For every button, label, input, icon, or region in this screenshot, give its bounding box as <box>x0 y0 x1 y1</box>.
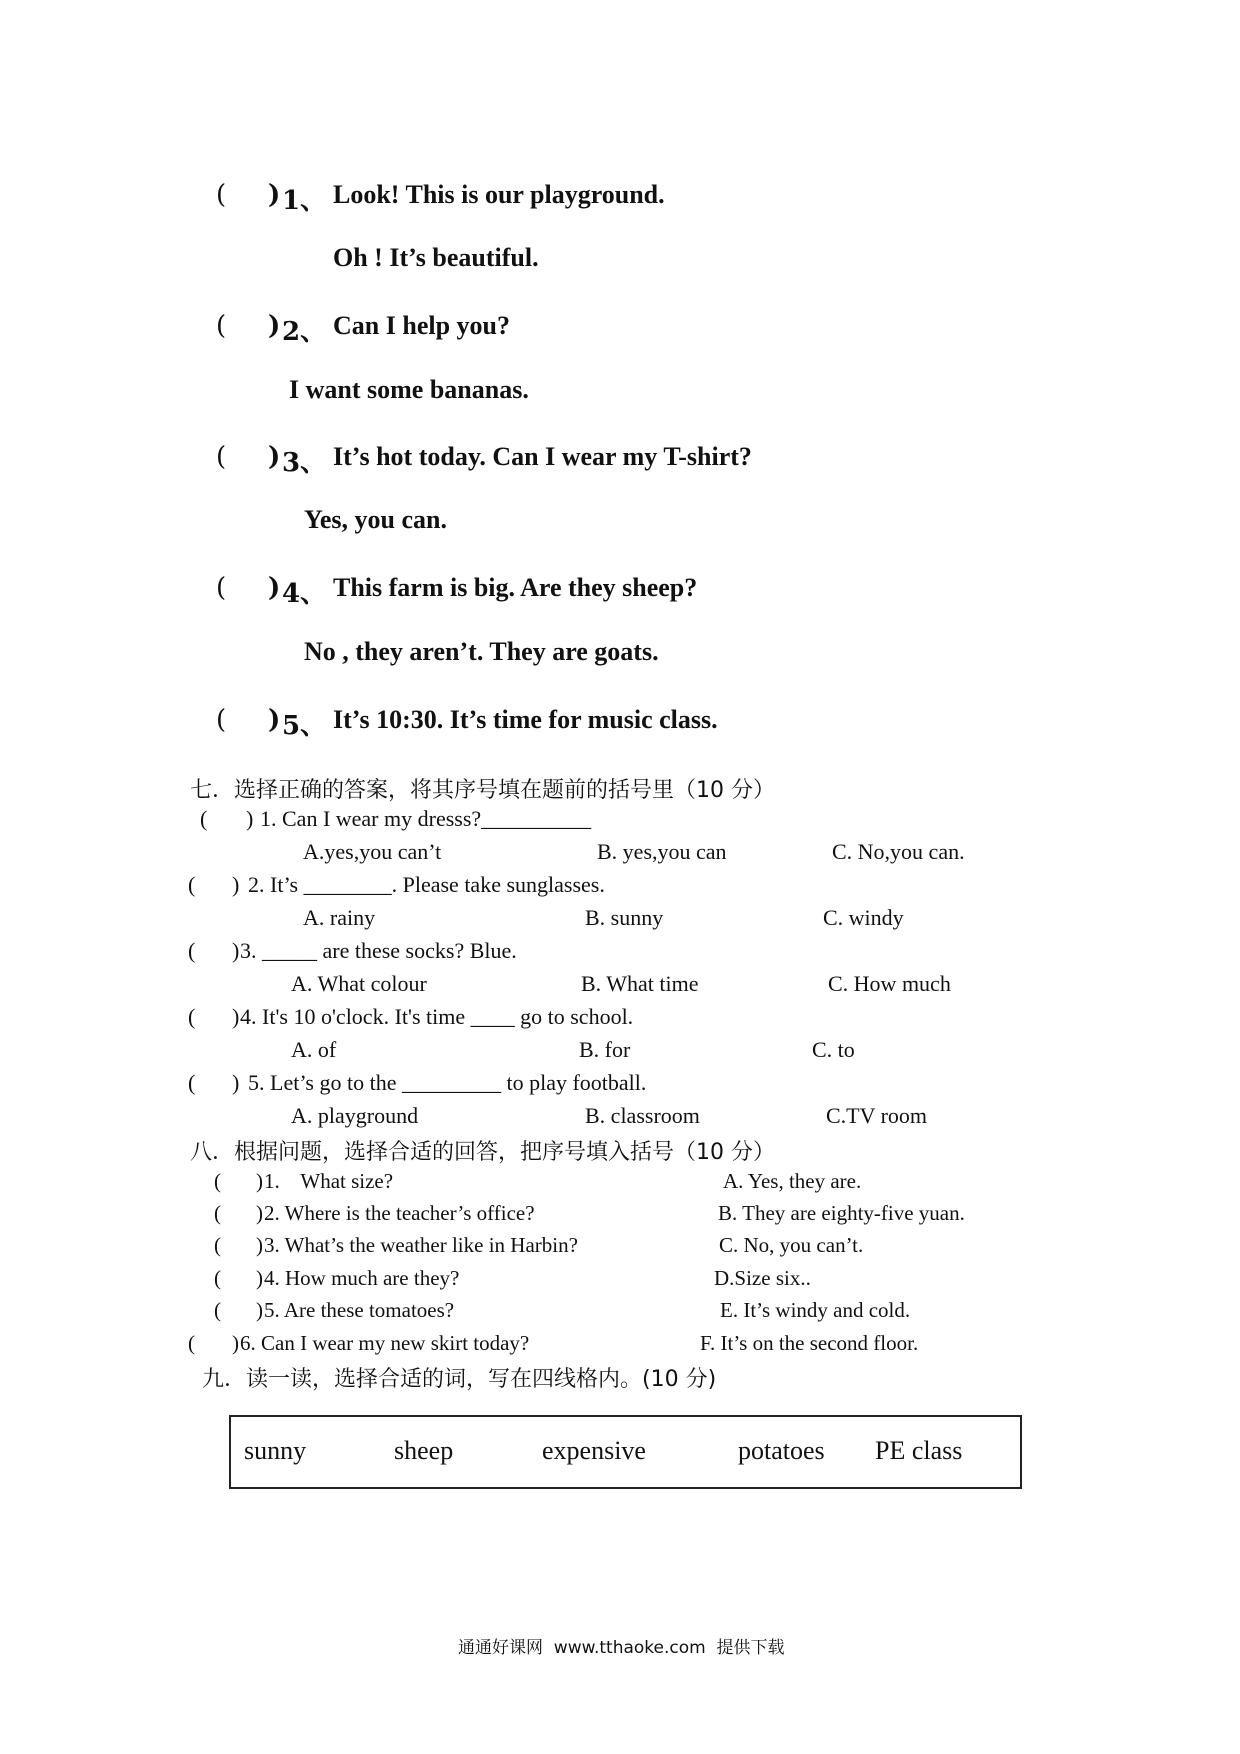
option-c: C. windy <box>823 905 904 930</box>
question-stem: 3. _____ are these socks? Blue. <box>240 938 517 963</box>
option-c: C. No,you can. <box>832 839 965 864</box>
answer-paren-open: ( <box>214 1298 221 1322</box>
answer-paren-close: ) <box>256 1266 263 1290</box>
word-bank-item: PE class <box>875 1436 963 1465</box>
match-question: 3. What’s the weather like in Harbin? <box>264 1233 578 1257</box>
answer-paren-open: ( <box>188 872 196 897</box>
question-number: 3、 <box>282 448 327 478</box>
question-number: 4、 <box>282 579 327 609</box>
match-answer: D.Size six.. <box>714 1266 811 1290</box>
answer-paren-close: ) <box>268 311 281 341</box>
option-b: B. sunny <box>585 905 664 930</box>
answer-paren-close: ) <box>268 442 281 472</box>
answer-paren-close: ) <box>268 573 281 603</box>
answer-paren-open: ( <box>216 311 227 341</box>
option-b: B. classroom <box>585 1103 700 1128</box>
answer-paren-close: ) <box>256 1169 263 1193</box>
answer-paren-open: ( <box>200 806 208 831</box>
match-answer: A. Yes, they are. <box>723 1169 862 1193</box>
match-question: 6. Can I wear my new skirt today? <box>240 1331 530 1355</box>
word-bank-item: sunny <box>244 1436 307 1465</box>
answer-paren-close: ) <box>246 806 254 831</box>
option-a: A. of <box>291 1037 337 1062</box>
match-question: 2. Where is the teacher’s office? <box>264 1201 535 1225</box>
answer-paren-open: ( <box>216 180 227 210</box>
answer-paren-open: ( <box>214 1233 221 1257</box>
dialogue-line: It’s hot today. Can I wear my T-shirt? <box>333 442 752 471</box>
section-heading: 八．根据问题，选择合适的回答，把序号填入括号（10 分） <box>190 1140 775 1165</box>
answer-paren-open: ( <box>214 1266 221 1290</box>
section-heading: 九．读一读，选择合适的词，写在四线格内。(10 分) <box>202 1367 717 1392</box>
question-stem: 5. Let’s go to the _________ to play football. <box>248 1070 647 1095</box>
match-answer: F. It’s on the second floor. <box>700 1331 919 1355</box>
answer-paren-close: ) <box>256 1298 263 1322</box>
question-stem: 4. It's 10 o'clock. It's time ____ go to school. <box>240 1004 634 1029</box>
match-answer: B. They are eighty-five yuan. <box>718 1201 965 1225</box>
dialogue-reply: Oh ! It’s beautiful. <box>333 243 539 272</box>
question-number: 1、 <box>282 186 327 216</box>
answer-paren-close: ) <box>256 1233 263 1257</box>
dialogue-reply: Yes, you can. <box>304 505 448 534</box>
option-a: A. What colour <box>291 971 427 996</box>
dialogue-reply: No , they aren’t. They are goats. <box>304 637 659 666</box>
option-c: C. How much <box>828 971 951 996</box>
answer-paren-close: ) <box>232 1070 240 1095</box>
question-stem: 2. It’s ________. Please take sunglasses. <box>248 872 605 897</box>
answer-paren-open: ( <box>214 1169 221 1193</box>
dialogue-line: Can I help you? <box>333 311 510 340</box>
answer-paren-open: ( <box>216 705 227 735</box>
answer-paren-close: ) <box>232 1004 240 1029</box>
answer-paren-open: ( <box>188 1331 195 1355</box>
option-a: A. rainy <box>303 905 376 930</box>
dialogue-line: It’s 10:30. It’s time for music class. <box>333 705 718 734</box>
answer-paren-close: ) <box>268 705 281 735</box>
dialogue-line: Look! This is our playground. <box>333 180 665 209</box>
question-stem: 1. Can I wear my dresss?__________ <box>260 806 592 831</box>
option-c: C.TV room <box>826 1103 928 1128</box>
footer-text: 通通好课网 www.tthaoke.com 提供下载 <box>458 1638 785 1658</box>
dialogue-reply: I want some bananas. <box>289 375 529 404</box>
match-question: 4. How much are they? <box>264 1266 460 1290</box>
word-bank-item: sheep <box>394 1436 454 1465</box>
match-answer: E. It’s windy and cold. <box>720 1298 911 1322</box>
answer-paren-close: ) <box>232 872 240 897</box>
match-question: 5. Are these tomatoes? <box>264 1298 455 1322</box>
question-number: 2、 <box>282 317 327 347</box>
answer-paren-close: ) <box>256 1201 263 1225</box>
answer-paren-close: ) <box>268 180 281 210</box>
answer-paren-open: ( <box>214 1201 221 1225</box>
option-b: B. What time <box>581 971 699 996</box>
answer-paren-close: ) <box>232 938 240 963</box>
match-question: 1. What size? <box>264 1169 394 1193</box>
option-a: A.yes,you can’t <box>303 839 442 864</box>
word-bank-item: expensive <box>542 1436 646 1465</box>
word-bank-item: potatoes <box>738 1436 825 1465</box>
option-b: B. for <box>579 1037 631 1062</box>
answer-paren-open: ( <box>188 1004 196 1029</box>
question-number: 5、 <box>282 711 327 741</box>
answer-paren-open: ( <box>216 573 227 603</box>
answer-paren-open: ( <box>188 938 196 963</box>
answer-paren-open: ( <box>188 1070 196 1095</box>
option-a: A. playground <box>291 1103 419 1128</box>
answer-paren-open: ( <box>216 442 227 472</box>
option-b: B. yes,you can <box>597 839 727 864</box>
section-heading: 七．选择正确的答案，将其序号填在题前的括号里（10 分） <box>190 778 775 803</box>
match-answer: C. No, you can’t. <box>719 1233 864 1257</box>
answer-paren-close: ) <box>232 1331 239 1355</box>
option-c: C. to <box>812 1037 855 1062</box>
dialogue-line: This farm is big. Are they sheep? <box>333 573 698 602</box>
